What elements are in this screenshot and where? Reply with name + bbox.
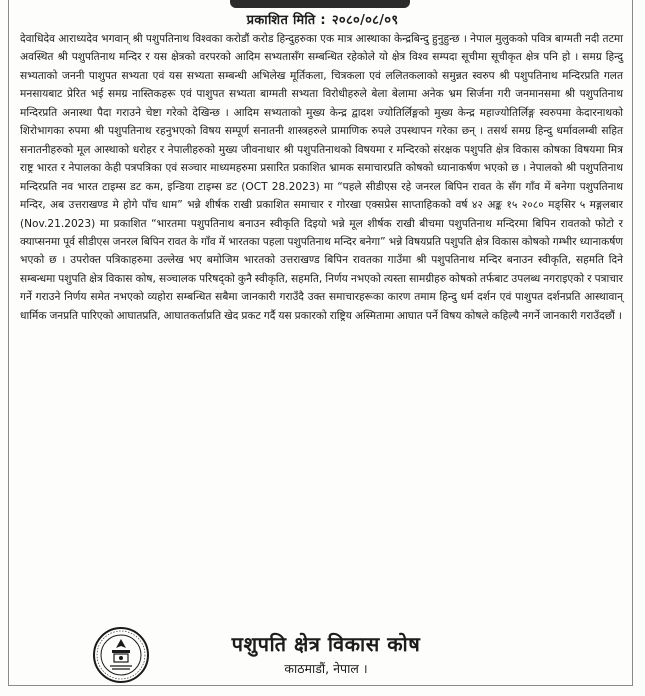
publication-date-value: २०८०/०८/०९	[331, 13, 399, 28]
body-paragraph: देवाधिदेव आराध्यदेव भगवान् श्री पशुपतिनाथ विश्वका करोडौं करोड हिन्दुहरुका एक मात्र आस्थाका केन्द्रबिन्दु हुनुहुन्छ । नेपाल मुलुकको पवित्र बाग्मती नदी तटमा अवस्थित श्री पशुपतिनाथ मन्दिर र यस क्षेत्रको वरपरको आदिम सभ्यतासँग सम्बन्धित रहेकोले यो क्षेत्र विश्व सम्पदा सूचीमा सूचीकृत क्षेत्र पनि हो । समग्र हिन्दु सभ्यताको जननी पाशुपत सभ्यता एवं यस सभ्यता सम्बन्धी अभिलेख मूर्तिकला, चित्रकला एवं ललितकलाको समुन्नत स्वरुप श्री पशुपतिनाथ मन्दिरप्रति गलत मनसायबाट प्रेरित भई समग्र नास्तिकहरू एवं पाशुपत सभ्यता बाग्मती सभ्यता विरोधीहरुले बेला बेलामा अनेक भ्रम सिर्जना गरी जनमानसमा श्री पशुपतिनाथ मन्दिरप्रति अनास्था पैदा गराउने चेष्टा गरेको देखिन्छ । आदिम सभ्यताको मुख्य केन्द्र द्वादश ज्योतिर्लिङ्गको मुख्य केन्द्र महाज्योतिर्लिङ्ग स्वरुपमा केदारनाथको शिरोभागका रुपमा श्री पशुपतिनाथ रहनुभएको विषय सम्पूर्ण सनातनी शास्त्रहरुले प्रामाणिक रुपले उपस्थापन गरेका छन् । तसर्थ समग्र हिन्दु धर्मावलम्बी सहित सनातनीहरुको मूल आस्थाको धरोहर र नेपालीहरुको मुख्य जीवनाधार श्री पशुपतिनाथको विषयमा र मन्दिरको संरक्षक पशुपति क्षेत्र विकास कोषका विषयमा मित्र राष्ट्र भारत र नेपालका केही पत्रपत्रिका एवं सञ्चार माध्यमहरुमा प्रसारित प्रकाशित भ्रामक समाचारप्रति कोषको ध्यानाकर्षण भएको छ । नेपालको श्री पशुपतिनाथ मन्दिरप्रति नव भारत टाइम्स डट कम, इन्डिया टाइम्स डट (OCT 28.2023) मा “पहले सीडीएस रहे जनरल बिपिन रावत के सँग गाँव में बनेगा पशुपतिनाथ मन्दिर, अब उत्तराखण्ड मे होगे पाँच धाम” भन्ने शीर्षक राखी प्रकाशित समाचार र गोरखा एक्सप्रेस साप्ताहिकको वर्ष ४२ अङ्क १५ २०८० मङ्सिर ५ मङ्गलबार (Nov.21.2023) मा प्रकाशित “भारतमा पशुपतिनाथ बनाउन स्वीकृति दिइयो भन्ने मूल शीर्षक राखी बीचमा पशुपतिनाथ मन्दिरमा बिपिन रावतको फोटो र क्याप्सनमा पूर्व सीडीएस जनरल बिपिन रावत के गाँव में भारतका पहला पशुपतिनाथ मन्दिर बनेगा” भन्ने विषयप्रति पशुपति क्षेत्र विकास कोषको गम्भीर ध्यानाकर्षण भएको छ । उपरोक्त पत्रिकाहरुमा उल्लेख भए बमोजिम भारतको उत्तराखण्ड बिपिन रावतका गाउँमा श्री पशुपतिनाथ मन्दिर बनाउन स्वीकृति, सहमति दिने सम्बन्धमा पशुपति क्षेत्र विकास कोष, सञ्चालक परिषद्को कुनै स्वीकृति, सहमति, निर्णय नभएको त्यस्ता सामग्रीहरु कोषको तर्फबाट उपलब्ध नगराइएको र पत्राचार गर्ने गराउने निर्णय समेत नभएको व्यहोरा सम्बन्धित सबैमा जानकारी गराउँदै उक्त समाचारहरूका कारण तमाम हिन्दु धर्म दर्शन एवं पाशुपत दर्शनप्रति आस्थावान् धार्मिक जनप्रति पारिएको आघातप्रति, आघातकर्ताप्रति खेद प्रकट गर्दै यस प्रकारको राष्ट्रिय अस्मितामा आघात पर्ने विषय कोषले कहिल्यै नगर्ने जानकारी गराउँदछौं ।	[20, 33, 623, 322]
organization-location: काठमाडौं, नेपाल ।	[284, 661, 368, 676]
publication-date-label: प्रकाशित मिति :	[246, 13, 326, 28]
organization-signature-block	[0, 622, 645, 682]
header-tab-decoration	[230, 0, 410, 8]
organization-seal-icon	[92, 626, 150, 684]
organization-name: पशुपति क्षेत्र विकास कोष	[231, 632, 421, 656]
publication-date-line	[0, 10, 645, 28]
